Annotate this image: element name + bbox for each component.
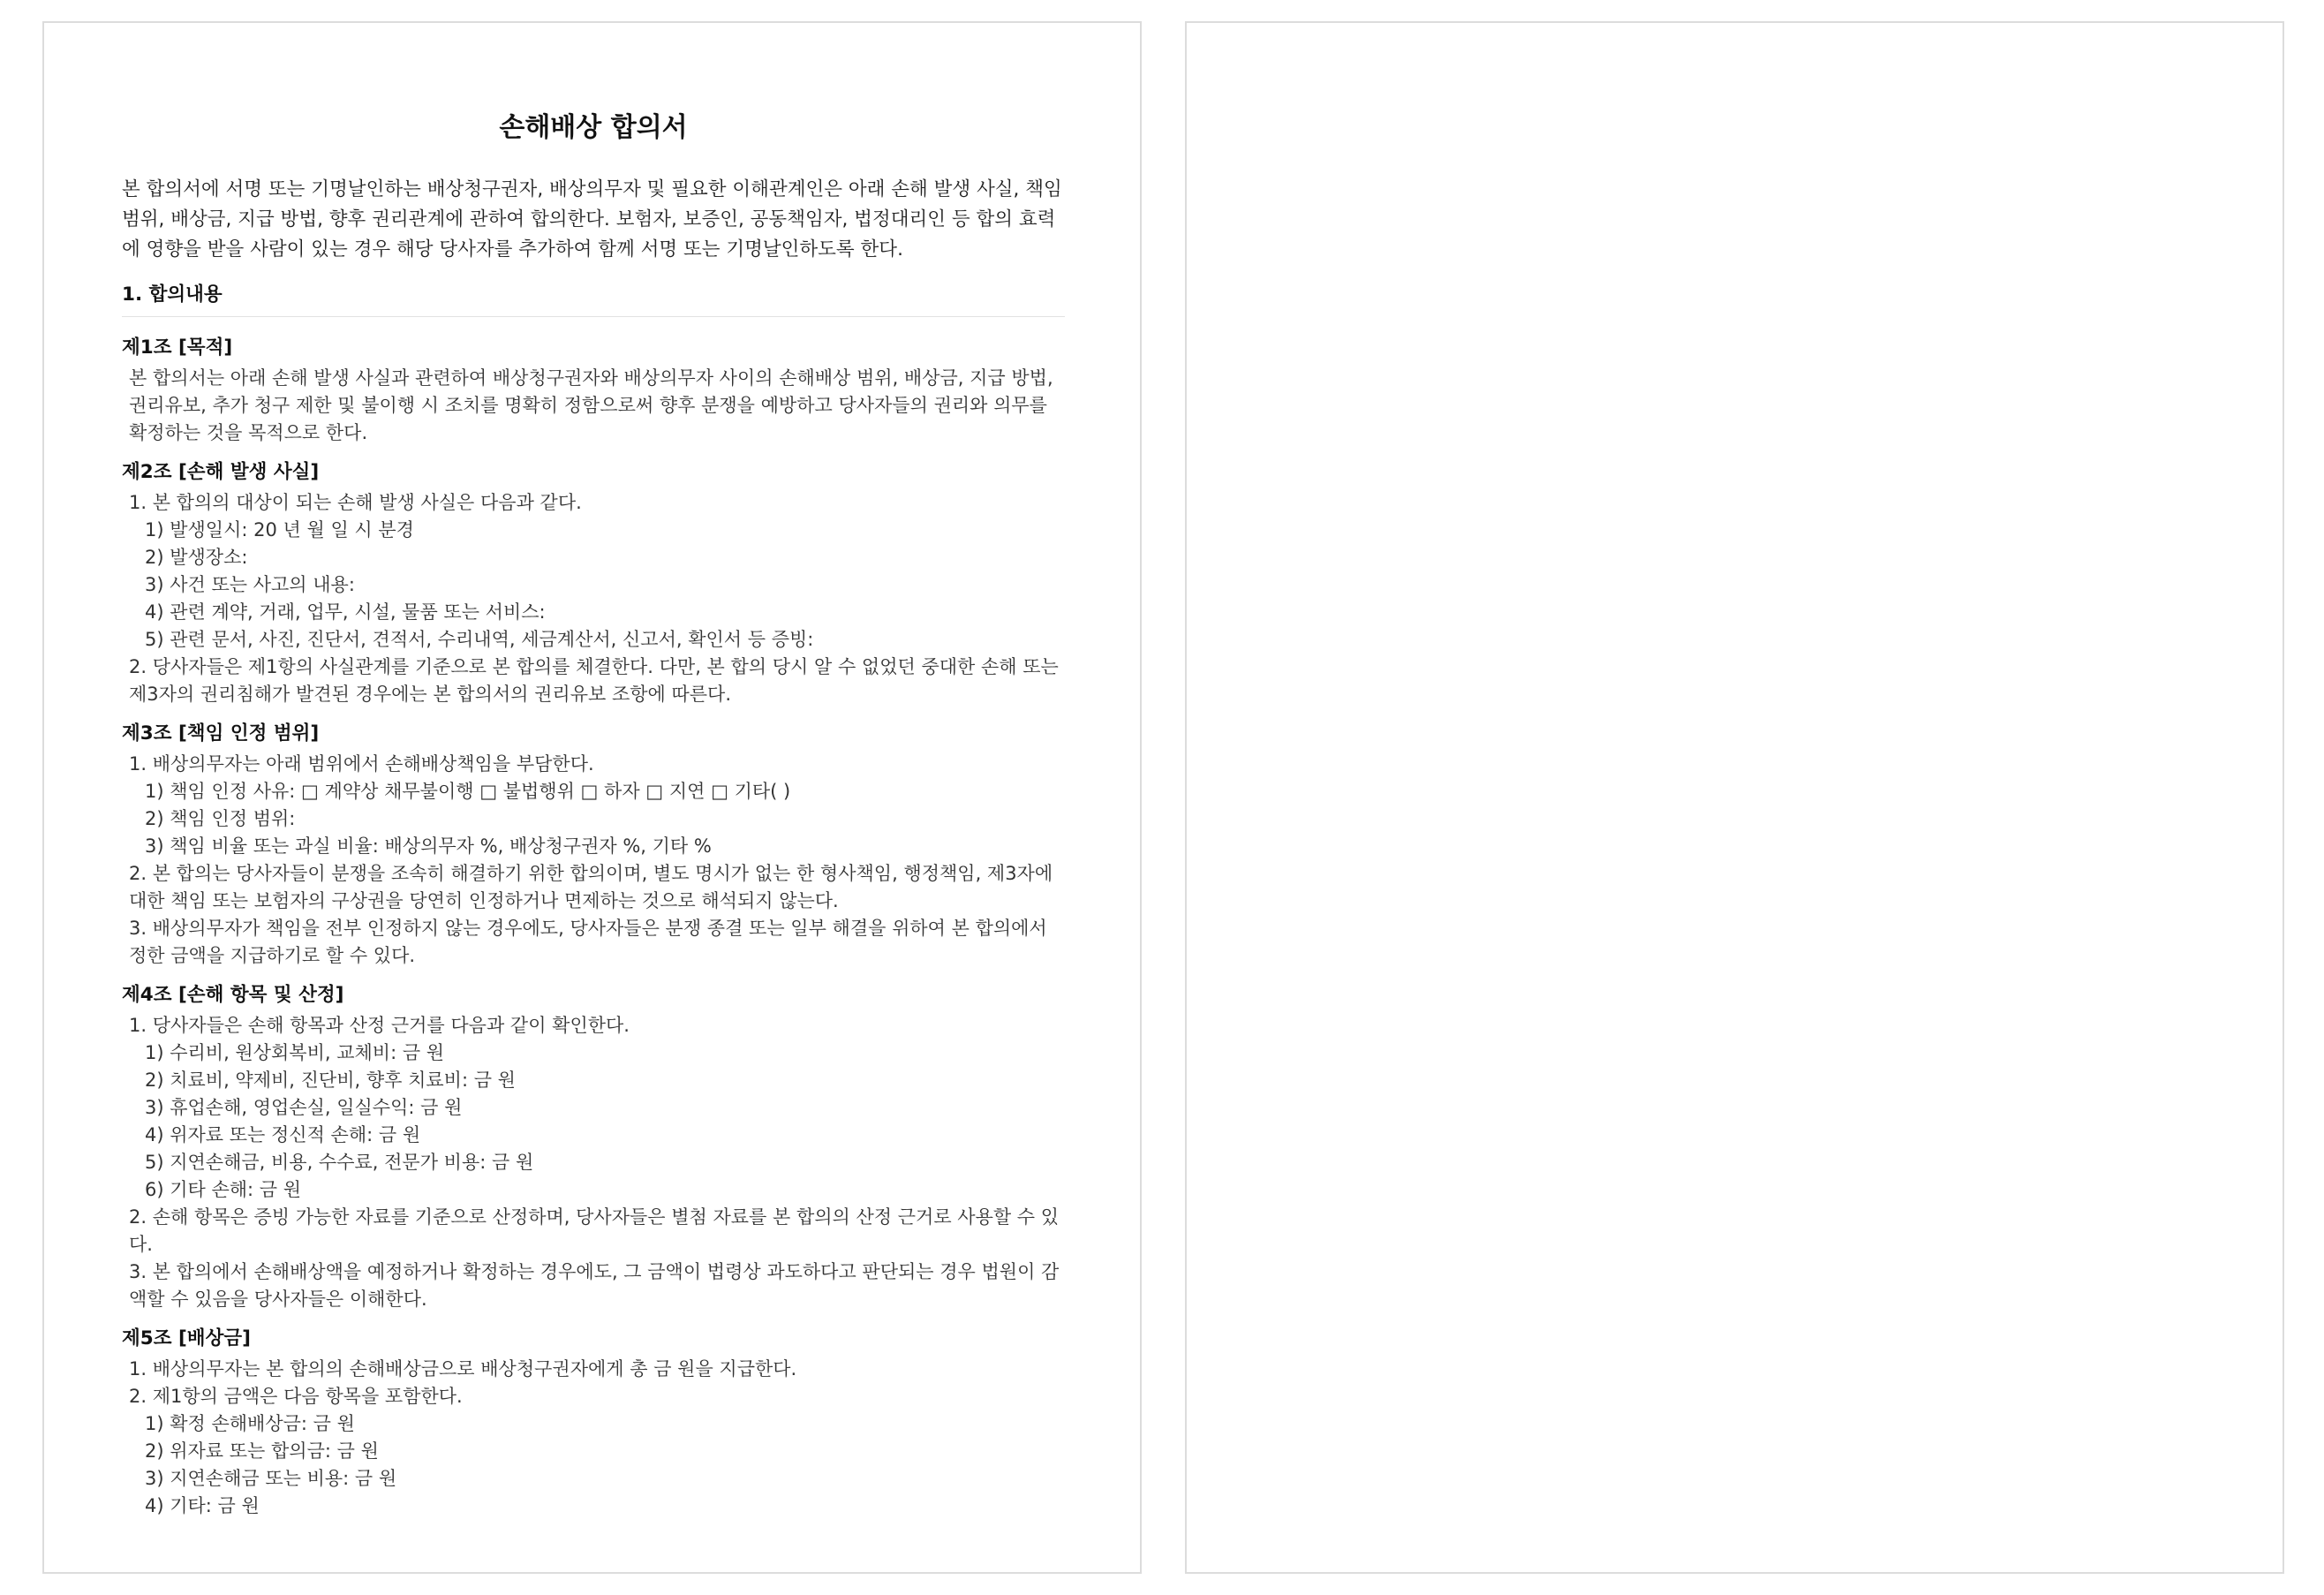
sub-clause: 3) 휴업손해, 영업손실, 일실수익: 금 원 xyxy=(145,1097,463,1118)
intro-paragraph: 본 합의서에 서명 또는 기명날인하는 배상청구권자, 배상의무자 및 필요한 이해관계인은 아래 손해 발생 사실, 책임 범위, 배상금, 지급 방법, 향후 권리관계에 관하여 합의한다. 보험자, 보증인, 공동책임자, 법정대리인 등 합의 효력에 영향을 받을 사람이 있는 경우 해당 당사자를 추가하여 함께 서명 또는 기명날인하도록 한다. xyxy=(122,178,1062,261)
article-paragraph: 본 합의서는 아래 손해 발생 사실과 관련하여 배상청구권자와 배상의무자 사이의 손해배상 범위, 배상금, 지급 방법, 권리유보, 추가 청구 제한 및 불이행 시 조치를 명확히 정함으로써 향후 분쟁을 예방하고 당사자들의 권리와 의무를 확정하는 것을 목적으로 한다. xyxy=(129,367,1053,443)
document-page-2 xyxy=(1185,21,2284,1574)
sub-clause: 3) 사건 또는 사고의 내용: xyxy=(145,574,355,595)
article-body xyxy=(122,1012,1065,1313)
document-title: 손해배상 합의서 xyxy=(499,112,688,143)
clause: 3. 본 합의에서 손해배상액을 예정하거나 확정하는 경우에도, 그 금액이 법령상 과도하다고 판단되는 경우 법원이 감액할 수 있음을 당사자들은 이해한다. xyxy=(129,1261,1060,1310)
article-4 xyxy=(122,980,1065,1313)
clause: 1. 배상의무자는 본 합의의 손해배상금으로 배상청구권자에게 총 금 원을 지급한다. xyxy=(129,1358,797,1380)
article-title: 제2조 [손해 발생 사실] xyxy=(122,461,320,483)
sub-clause: 4) 위자료 또는 정신적 손해: 금 원 xyxy=(145,1124,421,1145)
clause: 2. 본 합의는 당사자들이 분쟁을 조속히 해결하기 위한 합의이며, 별도 명시가 없는 한 형사책임, 행정책임, 제3자에 대한 책임 또는 보험자의 구상권을 당연히 인정하거나 면제하는 것으로 해석되지 않는다. xyxy=(129,863,1053,911)
document-page-1 xyxy=(42,21,1142,1574)
clause: 1. 당사자들은 손해 항목과 산정 근거를 다음과 같이 확인한다. xyxy=(129,1015,630,1036)
article-title: 제4조 [손해 항목 및 산정] xyxy=(122,984,344,1006)
clause: 1. 본 합의의 대상이 되는 손해 발생 사실은 다음과 같다. xyxy=(129,492,582,513)
clause: 2. 제1항의 금액은 다음 항목을 포함한다. xyxy=(129,1386,463,1407)
sub-clause: 2) 치료비, 약제비, 진단비, 향후 치료비: 금 원 xyxy=(145,1070,516,1091)
article-1 xyxy=(122,333,1065,447)
clause: 1. 배상의무자는 아래 범위에서 손해배상책임을 부담한다. xyxy=(129,753,594,775)
article-body xyxy=(122,751,1065,970)
clause: 2. 당사자들은 제1항의 사실관계를 기준으로 본 합의를 체결한다. 다만, 본 합의 당시 알 수 없었던 중대한 손해 또는 제3자의 권리침해가 발견된 경우에는 본 합의서의 권리유보 조항에 따른다. xyxy=(129,656,1059,705)
sub-clause: 4) 관련 계약, 거래, 업무, 시설, 물품 또는 서비스: xyxy=(145,601,546,623)
section-heading-agreement: 1. 합의내용 xyxy=(122,281,1065,317)
article-2 xyxy=(122,457,1065,708)
sub-clause: 4) 기타: 금 원 xyxy=(145,1495,260,1516)
sub-clause: 5) 관련 문서, 사진, 진단서, 견적서, 수리내역, 세금계산서, 신고서, 확인서 등 증빙: xyxy=(145,629,814,650)
article-title: 제3조 [책임 인정 범위] xyxy=(122,722,320,745)
sub-clause: 6) 기타 손해: 금 원 xyxy=(145,1179,302,1200)
sub-clause: 5) 지연손해금, 비용, 수수료, 전문가 비용: 금 원 xyxy=(145,1152,534,1173)
sub-clause: 2) 위자료 또는 합의금: 금 원 xyxy=(145,1440,379,1462)
clause: 2. 손해 항목은 증빙 가능한 자료를 기준으로 산정하며, 당사자들은 별첨 자료를 본 합의의 산정 근거로 사용할 수 있다. xyxy=(129,1206,1060,1255)
sub-clause: 3) 지연손해금 또는 비용: 금 원 xyxy=(145,1468,397,1489)
article-5 xyxy=(122,1324,1065,1520)
sub-clause: 1) 책임 인정 사유: □ 계약상 채무불이행 □ 불법행위 □ 하자 □ 지연 □ 기타( ) xyxy=(145,781,791,802)
article-title: 제5조 [배상금] xyxy=(122,1327,251,1349)
clause: 3. 배상의무자가 책임을 전부 인정하지 않는 경우에도, 당사자들은 분쟁 종결 또는 일부 해결을 위하여 본 합의에서 정한 금액을 지급하기로 할 수 있다. xyxy=(129,918,1047,966)
sub-clause: 1) 수리비, 원상회복비, 교체비: 금 원 xyxy=(145,1042,445,1063)
article-body xyxy=(122,489,1065,708)
sub-clause: 2) 책임 인정 범위: xyxy=(145,808,296,829)
sub-clause: 2) 발생장소: xyxy=(145,547,248,568)
article-title: 제1조 [목적] xyxy=(122,336,233,359)
sub-clause: 1) 확정 손해배상금: 금 원 xyxy=(145,1413,355,1434)
article-body xyxy=(122,1356,1065,1520)
article-3 xyxy=(122,719,1065,970)
sub-clause: 3) 책임 비율 또는 과실 비율: 배상의무자 %, 배상청구권자 %, 기타 % xyxy=(145,835,712,857)
sub-clause: 1) 발생일시: 20 년 월 일 시 분경 xyxy=(145,519,414,540)
page-content xyxy=(122,108,1065,1531)
article-body xyxy=(122,365,1065,447)
